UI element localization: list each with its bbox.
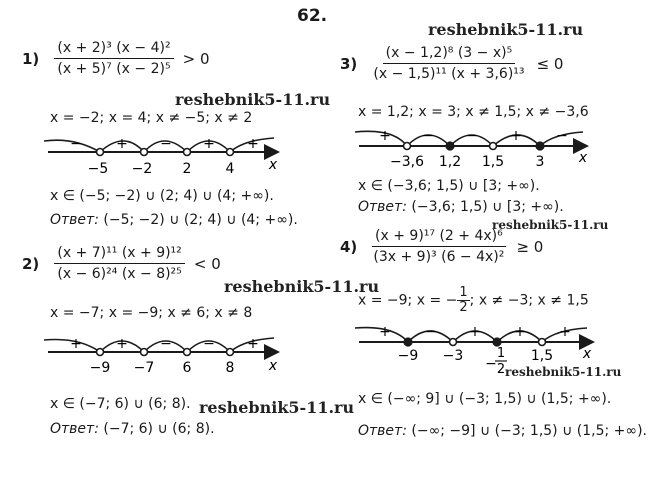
numerator: 1 [459, 285, 468, 300]
sign: + [514, 324, 526, 340]
fraction [457, 286, 469, 315]
tick-label-sign: − [485, 356, 497, 372]
sign: + [510, 128, 522, 144]
watermark: reshebnik5-11.ru [505, 365, 622, 379]
tick-label: −9 [397, 348, 419, 364]
problem-4-roots [358, 286, 589, 315]
roots-text: x = −9; x = − [358, 292, 458, 309]
answer-value: (−3,6; 1,5) ∪ [3; +∞). [411, 199, 564, 215]
denominator: (x + 5)⁷ (x − 2)⁵ [57, 61, 171, 77]
fraction [54, 40, 173, 77]
tick-label: 4 [225, 161, 235, 177]
problem-1-answer [50, 212, 298, 228]
problem-1-inequality [22, 40, 210, 77]
axis-label: x [268, 358, 278, 374]
tick-label-numerator: 1 [496, 346, 506, 361]
sign: + [559, 324, 571, 340]
watermark: reshebnik5-11.ru [428, 20, 584, 39]
problem-3-solution: x ∈ (−3,6; 1,5) ∪ [3; +∞). [358, 178, 540, 194]
sign: − [160, 136, 172, 152]
watermark: reshebnik5-11.ru [492, 218, 609, 232]
numerator: (x + 7)¹¹ (x + 9)¹² [54, 245, 184, 264]
sign: + [469, 324, 481, 340]
roots-text: ; x ≠ −3; x ≠ 1,5 [469, 292, 589, 309]
watermark: reshebnik5-11.ru [175, 90, 331, 109]
sign: − [425, 324, 437, 340]
answer-label: Ответ: [358, 199, 407, 215]
tick-label: −7 [133, 360, 155, 376]
problem-number: 3) [340, 54, 358, 73]
tick-label: 8 [225, 360, 235, 376]
tick-label: −5 [87, 161, 109, 177]
tick-label-denominator: 2 [496, 362, 506, 377]
numerator: (x + 9)¹⁷ (2 + 4x)⁶ [372, 228, 506, 247]
sign: − [422, 128, 434, 144]
fraction [54, 245, 184, 282]
tick-label: −3 [442, 348, 464, 364]
problem-2-inequality [22, 245, 221, 282]
denominator: 2 [459, 300, 468, 315]
problem-3-answer [358, 199, 564, 215]
answer-label: Ответ: [50, 421, 99, 437]
tick-label: 6 [182, 360, 192, 376]
denominator: (x − 1,5)¹¹ (x + 3,6)¹³ [373, 66, 525, 82]
tick-label: 2 [182, 161, 192, 177]
problem-3-inequality [340, 45, 563, 82]
axis-label: x [578, 150, 588, 166]
problem-1-number-line [44, 128, 294, 178]
sign: + [70, 336, 82, 352]
answer-label: Ответ: [50, 212, 99, 228]
tick-label: 1,2 [438, 154, 462, 170]
problem-4-answer [358, 423, 647, 439]
relation: > 0 [182, 49, 210, 68]
axis-label: x [268, 157, 278, 173]
relation: ≤ 0 [536, 54, 564, 73]
problem-4-number-line [355, 320, 625, 378]
denominator: (x − 6)²⁴ (x − 8)²⁵ [57, 266, 182, 282]
numerator: (x − 1,2)⁸ (3 − x)⁵ [383, 45, 516, 64]
tick-label: −3,6 [390, 154, 424, 170]
relation: < 0 [193, 254, 221, 273]
problem-2-number-line [44, 330, 294, 380]
watermark: reshebnik5-11.ru [199, 398, 355, 417]
tick-label: 1,5 [530, 348, 554, 364]
problem-2-roots: x = −7; x = −9; x ≠ 6; x ≠ 8 [50, 305, 253, 321]
tick-label: 1,5 [481, 154, 505, 170]
problem-number: 2) [22, 254, 40, 273]
problem-4-inequality [340, 228, 543, 265]
fraction [370, 228, 507, 265]
answer-value: (−5; −2) ∪ (2; 4) ∪ (4; +∞). [103, 212, 298, 228]
sign: + [116, 336, 128, 352]
sign: − [556, 128, 568, 144]
watermark: reshebnik5-11.ru [224, 277, 380, 296]
problem-3-roots: x = 1,2; x = 3; x ≠ 1,5; x ≠ −3,6 [358, 104, 589, 120]
problem-2-answer [50, 421, 215, 437]
numerator: (x + 2)³ (x − 4)² [54, 40, 173, 59]
answer-value: (−7; 6) ∪ (6; 8). [103, 421, 215, 437]
problem-3-number-line [355, 122, 605, 172]
axis-label: x [582, 346, 592, 362]
fraction [370, 45, 527, 82]
sign: + [116, 136, 128, 152]
sign: − [160, 336, 172, 352]
relation: ≥ 0 [516, 237, 544, 256]
page-title: 62. [297, 6, 328, 26]
answer-value: (−∞; −9] ∪ (−3; 1,5) ∪ (1,5; +∞). [411, 423, 647, 439]
sign: + [247, 136, 259, 152]
problem-1-roots: x = −2; x = 4; x ≠ −5; x ≠ 2 [50, 110, 253, 126]
sign: − [466, 128, 478, 144]
tick-label: 3 [535, 154, 545, 170]
problem-2-solution: x ∈ (−7; 6) ∪ (6; 8). [50, 396, 191, 412]
sign: + [379, 128, 391, 144]
sign: − [203, 336, 215, 352]
tick-label: −2 [131, 161, 153, 177]
tick-label: −9 [89, 360, 111, 376]
answer-label: Ответ: [358, 423, 407, 439]
problem-number: 4) [340, 237, 358, 256]
sign: − [70, 136, 82, 152]
problem-number: 1) [22, 49, 40, 68]
denominator: (3x + 9)³ (6 − 4x)² [373, 249, 505, 265]
problem-1-solution: x ∈ (−5; −2) ∪ (2; 4) ∪ (4; +∞). [50, 188, 274, 204]
sign: + [247, 336, 259, 352]
problem-4-solution: x ∈ (−∞; 9] ∪ (−3; 1,5) ∪ (1,5; +∞). [358, 391, 612, 407]
sign: + [379, 324, 391, 340]
sign: + [203, 136, 215, 152]
